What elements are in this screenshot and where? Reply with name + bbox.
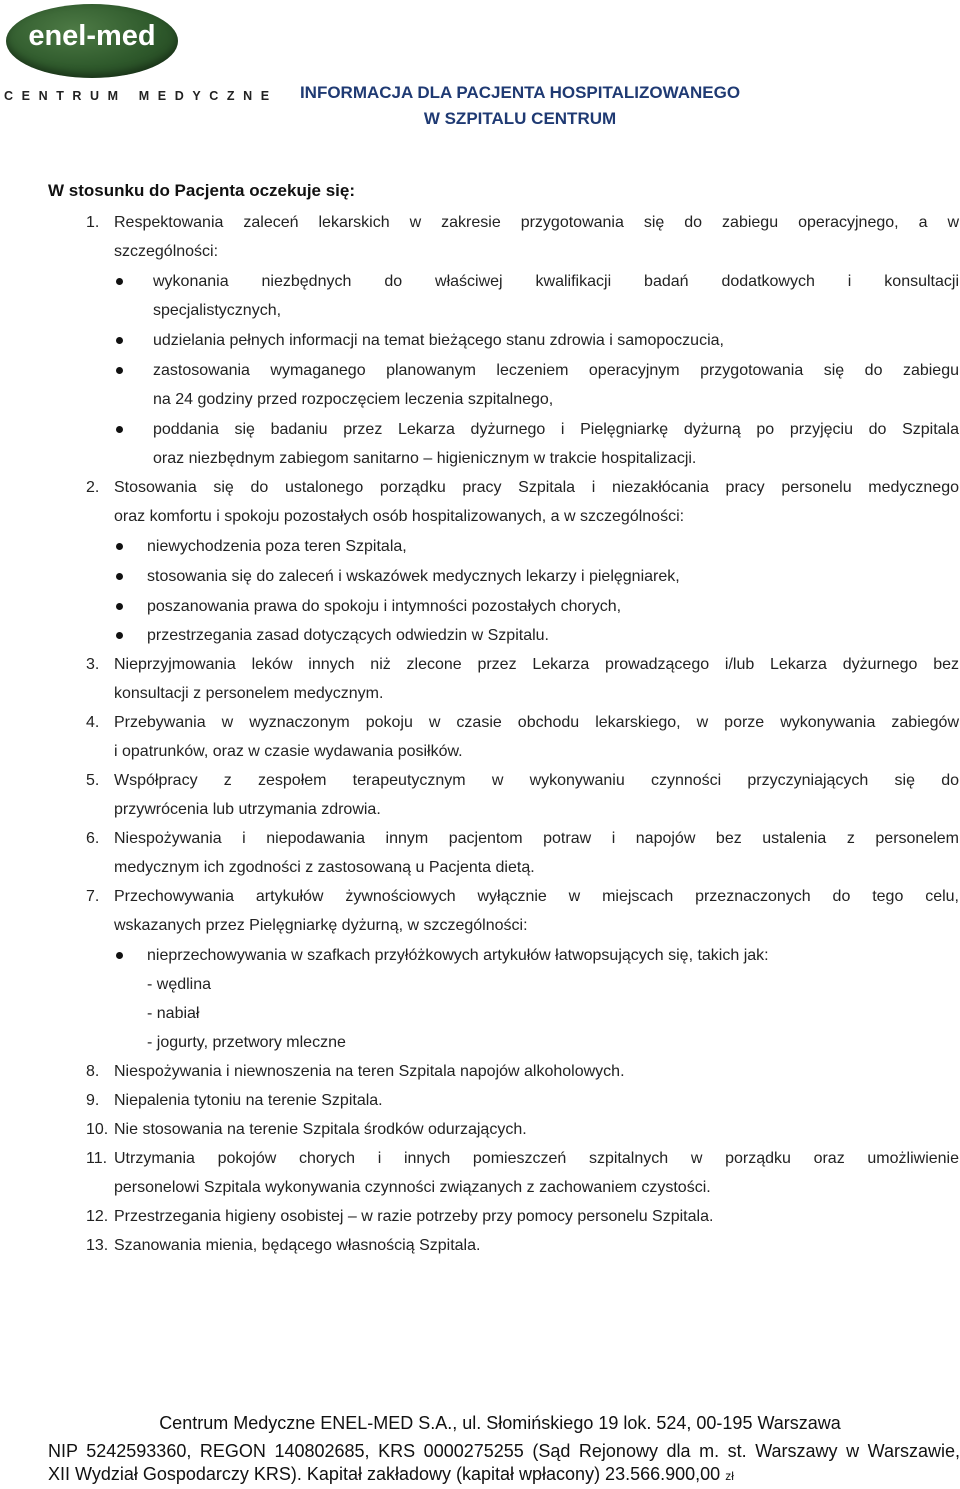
- sub-item-text: zastosowania wymaganego planowanym leczeniem operacyjnym przygotowania się do zabiegu: [153, 362, 959, 379]
- sub-item-text: specjalistycznych,: [153, 302, 282, 319]
- item-number: 8.: [86, 1063, 100, 1080]
- footer-currency: zł: [725, 1469, 734, 1483]
- intro-heading: W stosunku do Pacjenta oczekuje się:: [48, 181, 356, 200]
- bullet-icon: [116, 426, 123, 433]
- logo-brand: enel-med: [28, 20, 156, 52]
- dash-item-text: - wędlina: [147, 976, 212, 993]
- sub-item-text: przestrzegania zasad dotyczących odwiedzin w Szpitalu.: [147, 627, 549, 644]
- item-text: personelowi Szpitala wykonywania czynności związanych z zachowaniem czystości.: [114, 1179, 711, 1196]
- item-text: przywrócenia lub utrzymania zdrowia.: [114, 801, 381, 818]
- item-text: szczególności:: [114, 243, 219, 260]
- dash-item-text: - jogurty, przetwory mleczne: [147, 1034, 346, 1051]
- bullet-icon: [116, 952, 123, 959]
- item-number: 3.: [86, 656, 100, 673]
- item-text: Szanowania mienia, będącego własnością Szpitala.: [114, 1237, 481, 1254]
- sub-item-text: na 24 godziny przed rozpoczęciem leczenia szpitalnego,: [153, 391, 554, 408]
- item-text: Przestrzegania higieny osobistej – w razie potrzeby przy pomocy personelu Szpitala.: [114, 1208, 714, 1225]
- item-number: 1.: [86, 214, 100, 231]
- item-text: Niespożywania i niepodawania innym pacjentom potraw i napojów bez ustalenia z personelem: [114, 830, 959, 847]
- sub-item-text: niewychodzenia poza teren Szpitala,: [147, 538, 407, 555]
- item-number: 6.: [86, 830, 100, 847]
- enel-med-logo: [4, 4, 278, 103]
- bullet-icon: [116, 632, 123, 639]
- sub-item-text: poszanowania prawa do spokoju i intymności pozostałych chorych,: [147, 598, 622, 615]
- sub-item-text: stosowania się do zaleceń i wskazówek medycznych lekarzy i pielęgniarek,: [147, 568, 680, 585]
- item-number: 5.: [86, 772, 100, 789]
- item-text: Nie stosowania na terenie Szpitala środków odurzających.: [114, 1121, 527, 1138]
- bullet-icon: [116, 543, 123, 550]
- item-number: 13.: [86, 1237, 109, 1254]
- item-text: i opatrunków, oraz w czasie wydawania posiłków.: [114, 743, 463, 760]
- dash-item-text: - nabiał: [147, 1005, 200, 1022]
- bullet-icon: [116, 603, 123, 610]
- item-text: Stosowania się do ustalonego porządku pracy Szpitala i niezakłócania pracy personelu medycznego: [114, 479, 959, 496]
- bullet-icon: [116, 278, 123, 285]
- bullet-icon: [116, 367, 123, 374]
- item-text: Nieprzyjmowania leków innych niż zlecone przez Lekarza prowadzącego i/lub Lekarza dyżurnego bez: [114, 656, 959, 673]
- item-text: Respektowania zaleceń lekarskich w zakresie przygotowania się do zabiegu operacyjnego, a w: [114, 214, 959, 231]
- sub-item-text: nieprzechowywania w szafkach przyłóżkowych artykułów łatwopsujących się, takich jak:: [147, 947, 769, 964]
- title-line-1: INFORMACJA DLA PACJENTA HOSPITALIZOWANEGO: [299, 83, 741, 102]
- item-number: 2.: [86, 479, 100, 496]
- item-number: 10.: [86, 1121, 109, 1138]
- footer-capital: [48, 1464, 734, 1485]
- footer-capital-text: XII Wydział Gospodarczy KRS). Kapitał zakładowy (kapitał wpłacony) 23.566.900,00: [48, 1464, 721, 1484]
- item-number: 9.: [86, 1092, 100, 1109]
- item-text: Niespożywania i niewnoszenia na teren Szpitala napojów alkoholowych.: [114, 1063, 625, 1080]
- bullet-icon: [116, 573, 123, 580]
- footer-registration: NIP 5242593360, REGON 140802685, KRS 0000275255 (Sąd Rejonowy dla m. st. Warszawy w Warszawie,: [48, 1441, 960, 1461]
- document-title: [240, 80, 800, 132]
- bullet-icon: [116, 337, 123, 344]
- logo-subtitle: CENTRUM MEDYCZNE: [4, 89, 278, 103]
- item-text: konsultacji z personelem medycznym.: [114, 685, 384, 702]
- item-text: Współpracy z zespołem terapeutycznym w wykonywaniu czynności przyczyniających się do: [114, 772, 959, 789]
- item-number: 11.: [86, 1150, 108, 1167]
- item-text: Niepalenia tytoniu na terenie Szpitala.: [114, 1092, 383, 1109]
- sub-item-text: oraz niezbędnym zabiegom sanitarno – higienicznym w trakcie hospitalizacji.: [153, 450, 697, 467]
- item-text: Przechowywania artykułów żywnościowych wyłącznie w miejscach przeznaczonych do tego celu,: [114, 888, 959, 905]
- item-text: Utrzymania pokojów chorych i innych pomieszczeń szpitalnych w porządku oraz umożliwienie: [114, 1150, 959, 1167]
- item-number: 4.: [86, 714, 100, 731]
- item-text: wskazanych przez Pielęgniarkę dyżurną, w szczególności:: [114, 917, 528, 934]
- item-text: medycznym ich zgodności z zastosowaną u Pacjenta dietą.: [114, 859, 535, 876]
- sub-item-text: udzielania pełnych informacji na temat bieżącego stanu zdrowia i samopoczucia,: [153, 332, 724, 349]
- sub-item-text: poddania się badaniu przez Lekarza dyżurnego i Pielęgniarkę dyżurną po przyjęciu do Szpitala: [153, 421, 959, 438]
- item-text: Przebywania w wyznaczonym pokoju w czasie obchodu lekarskiego, w porze wykonywania zabiegów: [114, 714, 959, 731]
- footer-address: Centrum Medyczne ENEL-MED S.A., ul. Słomińskiego 19 lok. 524, 00-195 Warszawa: [159, 1413, 841, 1433]
- item-text: oraz komfortu i spokoju pozostałych osób hospitalizowanych, a w szczególności:: [114, 508, 685, 525]
- title-line-2: W SZPITALU CENTRUM: [423, 109, 617, 128]
- sub-item-text: wykonania niezbędnych do właściwej kwalifikacji badań dodatkowych i konsultacji: [153, 273, 959, 290]
- item-number: 12.: [86, 1208, 109, 1225]
- item-number: 7.: [86, 888, 100, 905]
